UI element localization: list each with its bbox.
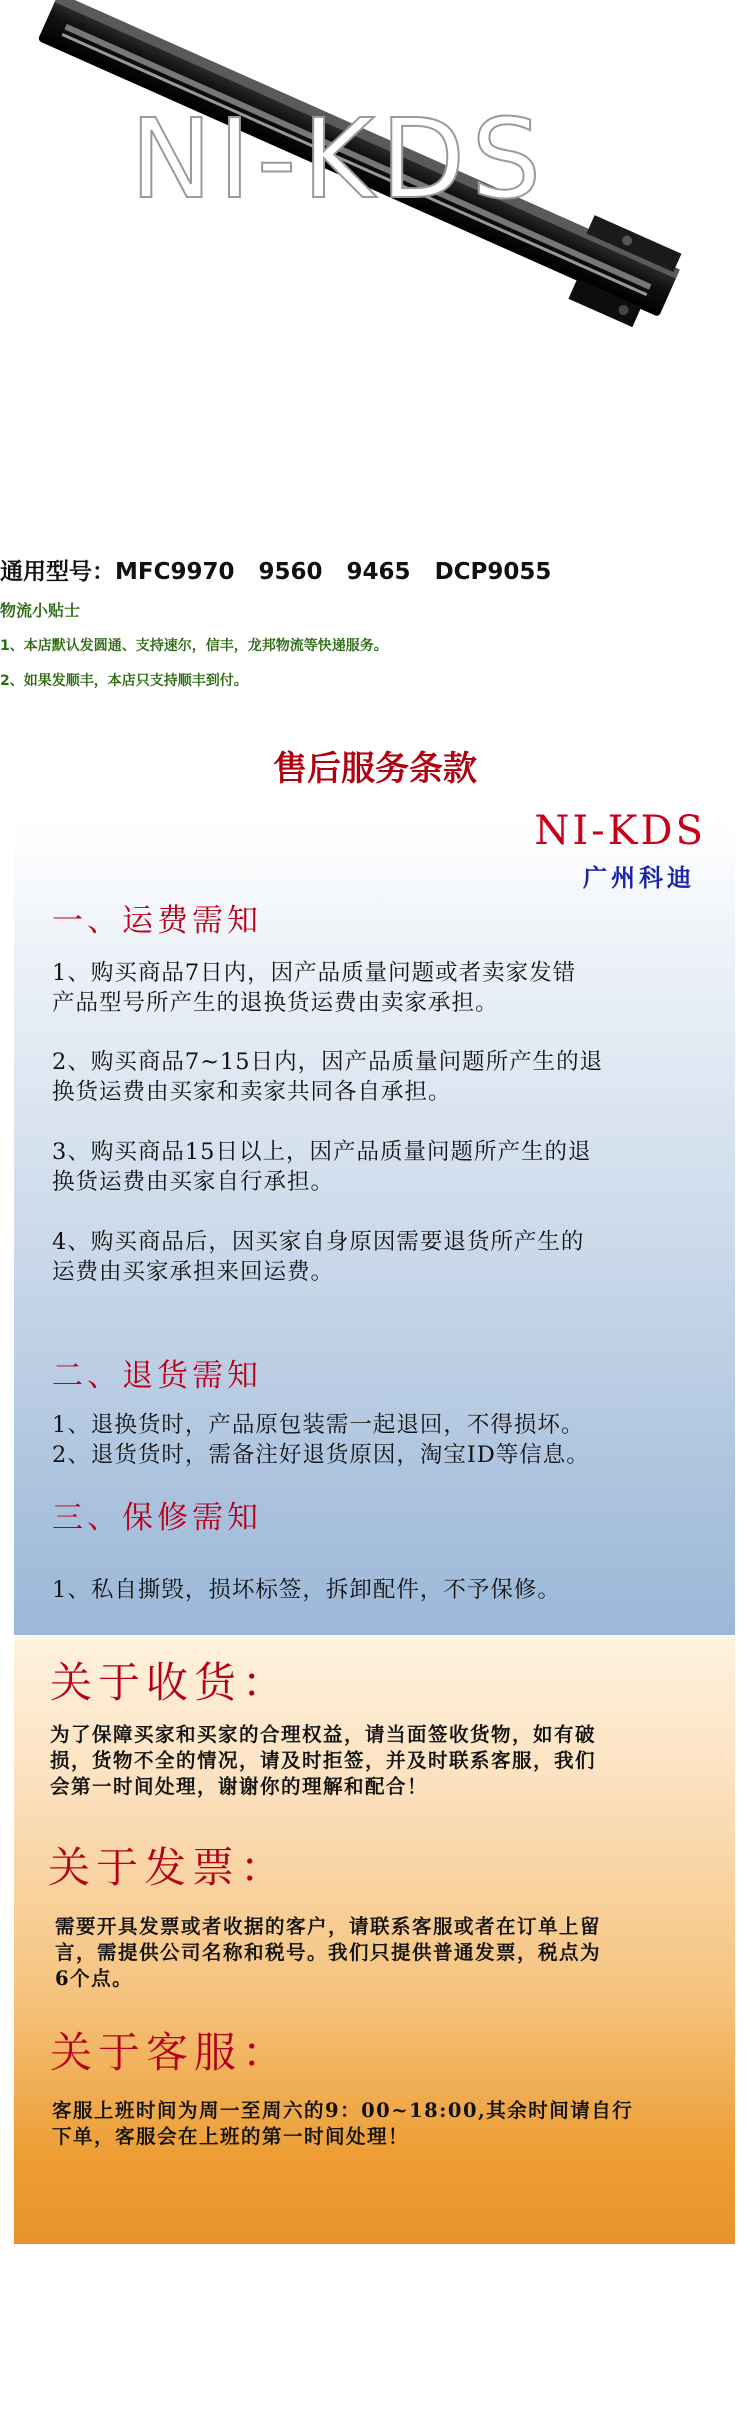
warranty-paragraph [52, 1575, 561, 1605]
support-paragraph [52, 2098, 633, 2150]
laser-scanner-bar-image [0, 0, 750, 520]
section-heading-shipping: 一、运费需知 [52, 903, 262, 939]
section-heading-returns: 二、退货需知 [52, 1358, 262, 1394]
logistics-tip: 1、本店默认发圆通、支持速尔，信丰，龙邦物流等快递服务。 [0, 638, 388, 654]
product-image [0, 0, 750, 520]
text-line: 2、购买商品7~15日内，因产品质量问题所产生的退 [52, 1049, 604, 1075]
text-line: 6个点。 [55, 1967, 134, 1990]
brand-watermark: NI-KDS [130, 95, 548, 223]
text-line: 运费由买家承担来回运费。 [52, 1259, 335, 1285]
text-line: 需要开具发票或者收据的客户，请联系客服或者在订单上留 [55, 1915, 602, 1938]
text-line: 1、私自撕毁，损坏标签，拆卸配件，不予保修。 [52, 1577, 561, 1603]
shipping-paragraph [52, 958, 576, 1018]
text-line: 言，需提供公司名称和税号。我们只提供普通发票，税点为 [55, 1941, 602, 1964]
model-label: 通用型号： [0, 559, 115, 585]
text-line: 换货运费由买家自行承担。 [52, 1169, 335, 1195]
section-heading-warranty: 三、保修需知 [52, 1500, 262, 1536]
text-line: 1、购买商品7日内，因产品质量问题或者卖家发错 [52, 960, 577, 986]
text-line: 损，货物不全的情况，请及时拒签，并及时联系客服，我们 [50, 1749, 597, 1772]
text-line: 客服上班时间为周一至周六的9：00~18:00,其余时间请自行 [52, 2099, 634, 2122]
text-line: 换货运费由买家和卖家共同各自承担。 [52, 1079, 452, 1105]
brand-subtitle: 广州科迪 [583, 864, 695, 892]
text-line: 下单，客服会在上班的第一时间处理！ [52, 2125, 410, 2148]
receipt-heading: 关于收货： [50, 1658, 291, 1707]
text-line: 3、购买商品15日以上，因产品质量问题所产生的退 [52, 1139, 592, 1165]
model-line [0, 553, 551, 586]
logistics-title: 物流小贴士 [0, 601, 81, 620]
invoice-heading: 关于发票： [48, 1843, 289, 1892]
text-line: 产品型号所产生的退换货运费由卖家承担。 [52, 990, 499, 1016]
text-line: 为了保障买家和买家的合理权益，请当面签收货物，如有破 [50, 1723, 597, 1746]
returns-paragraph [52, 1410, 590, 1470]
text-line: 会第一时间处理，谢谢你的理解和配合！ [50, 1775, 429, 1798]
after-sales-title: 售后服务条款 [273, 749, 477, 789]
shipping-paragraph [52, 1227, 584, 1287]
shipping-paragraph [52, 1047, 603, 1107]
text-line: 1、退换货时，产品原包装需一起退回，不得损坏。 [52, 1412, 585, 1438]
logistics-tip: 2、如果发顺丰，本店只支持顺丰到付。 [0, 673, 248, 689]
text-line: 4、购买商品后，因买家自身原因需要退货所产生的 [52, 1229, 585, 1255]
text-line: 2、退货货时，需备注好退货原因，淘宝ID等信息。 [52, 1442, 590, 1468]
model-list: MFC9970 9560 9465 DCP9055 [115, 559, 552, 585]
shipping-paragraph [52, 1137, 591, 1197]
receipt-paragraph [50, 1722, 596, 1800]
invoice-paragraph [55, 1914, 601, 1992]
brand-name: NI-KDS [534, 808, 706, 854]
support-heading: 关于客服： [50, 2028, 291, 2077]
